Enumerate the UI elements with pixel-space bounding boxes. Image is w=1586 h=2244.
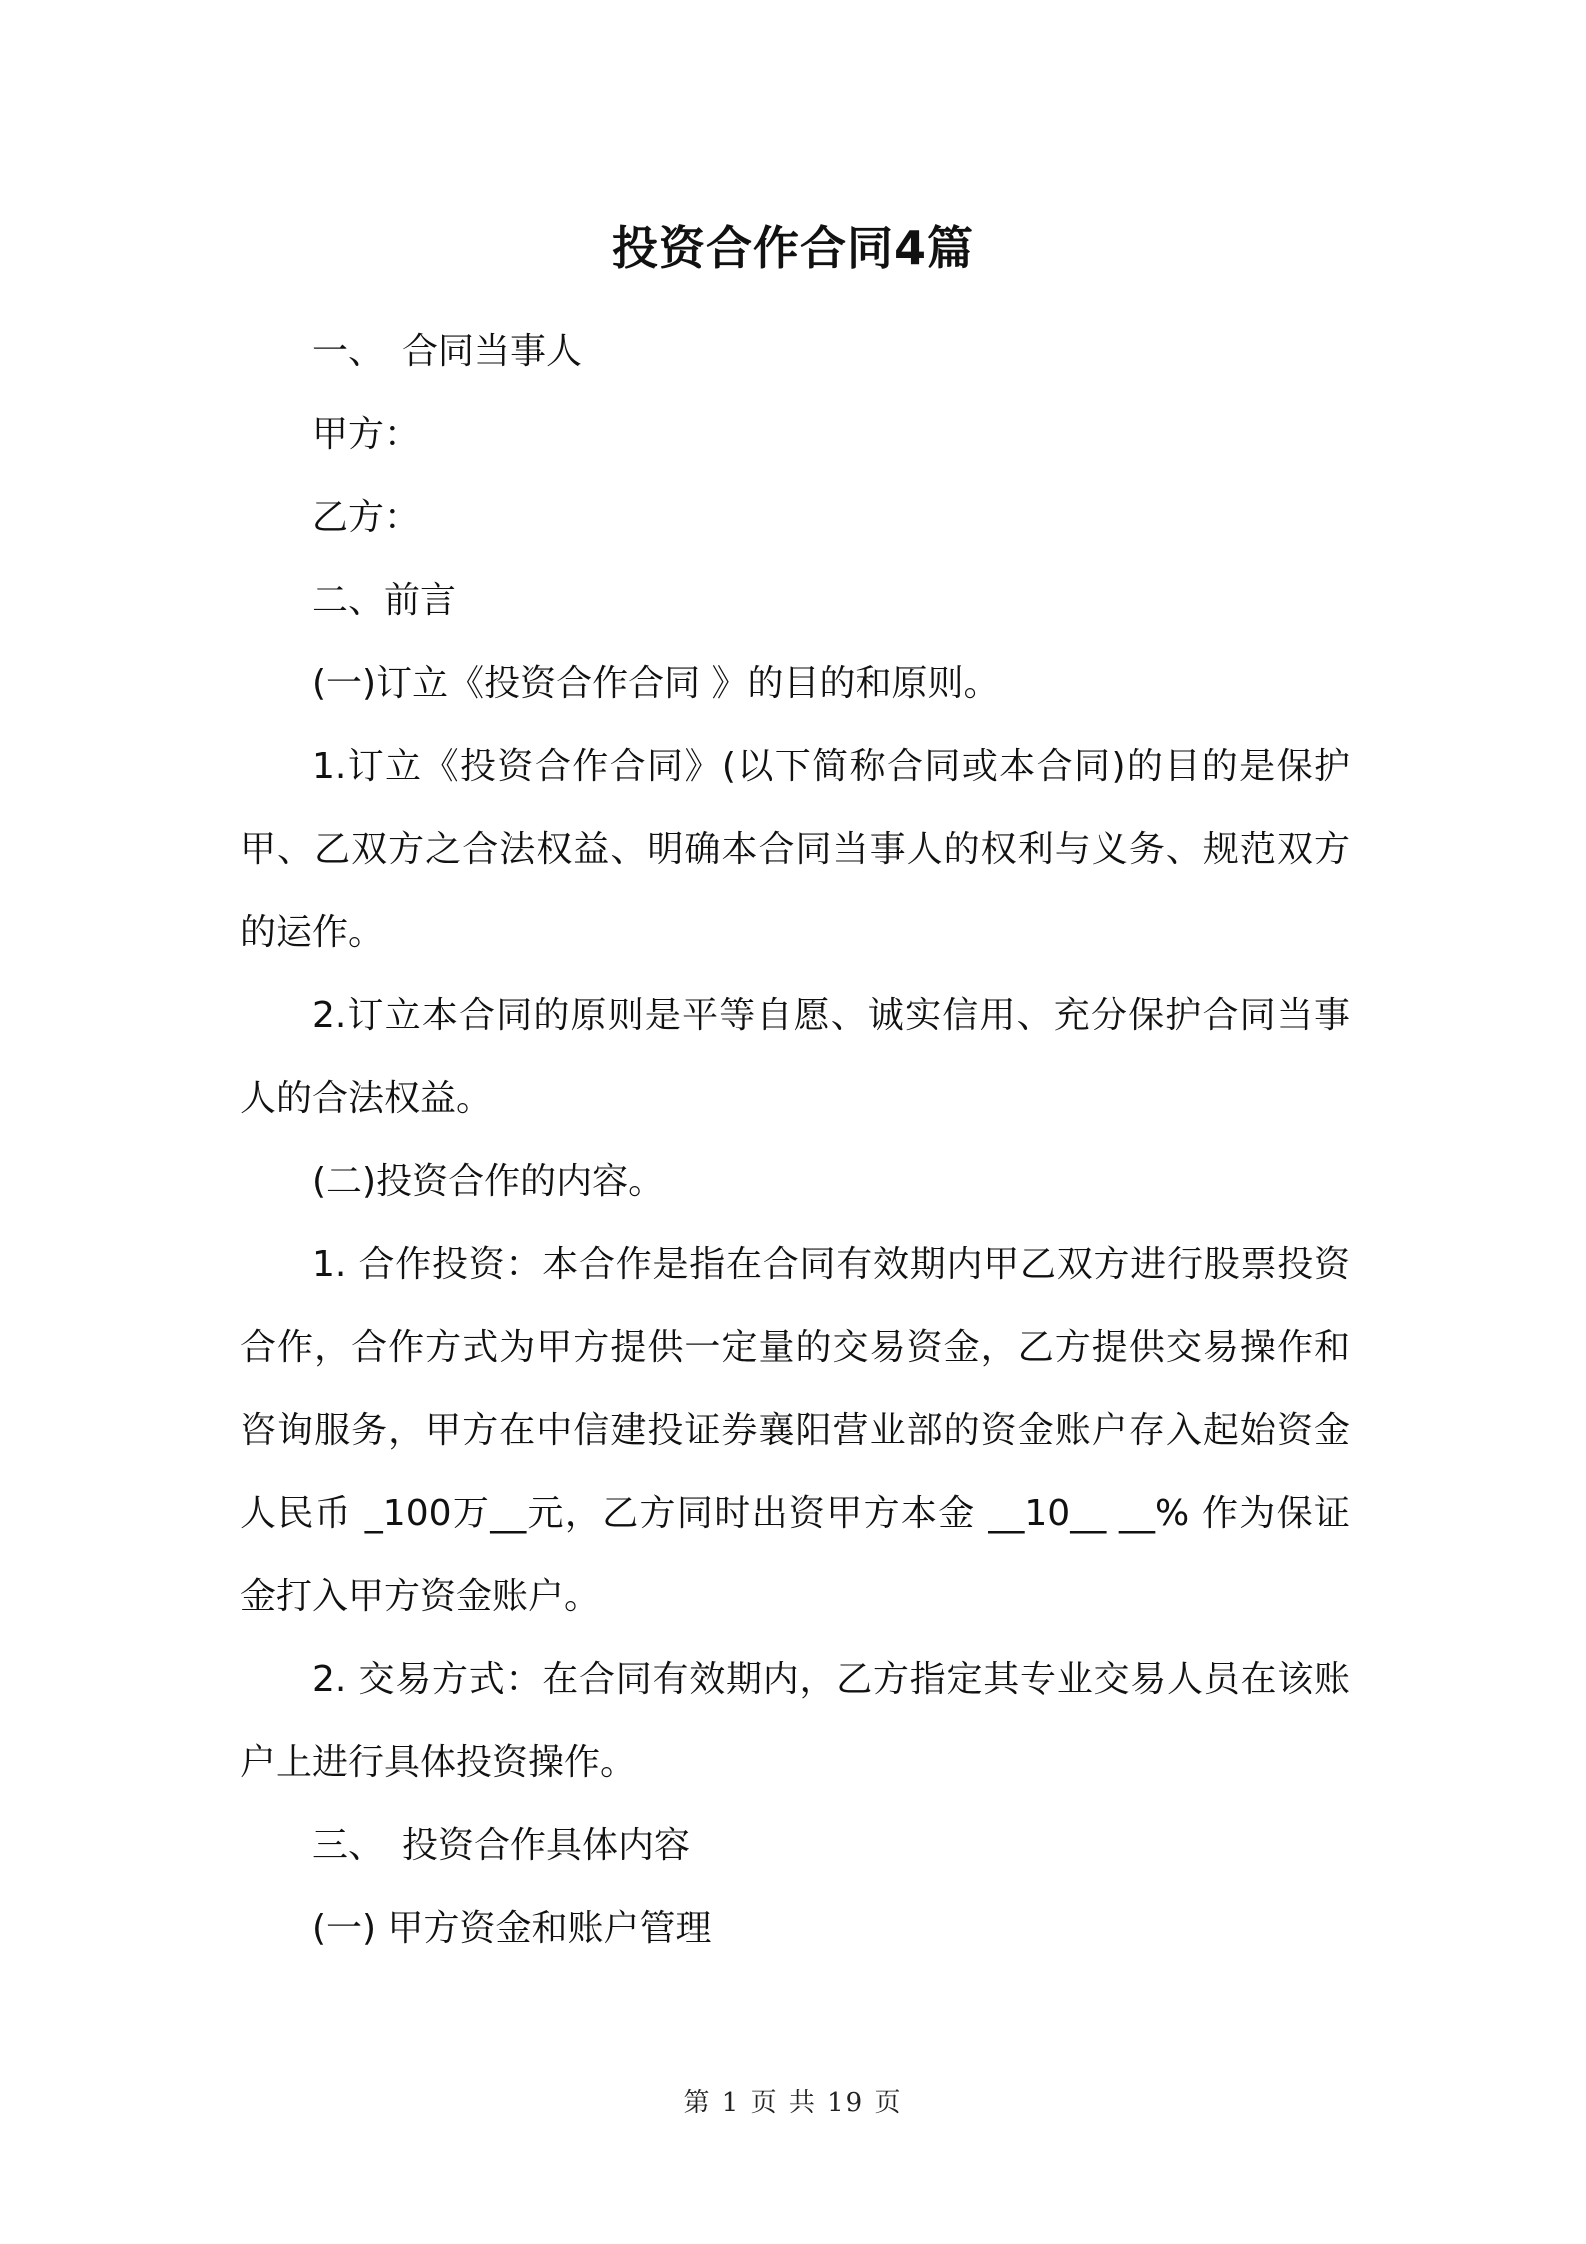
subsection-purpose: (一)订立《投资合作合同 》的目的和原则。	[312, 663, 1000, 704]
subsection-fund-management: (一) 甲方资金和账户管理	[312, 1908, 712, 1949]
page-footer: 第 1 页 共 19 页	[683, 2088, 903, 2118]
party-b-line: 乙方：	[312, 497, 421, 538]
document-body	[240, 310, 1350, 1970]
subsection-content: (二)投资合作的内容。	[312, 1161, 665, 1202]
paragraph-cooperation-investment: 1. 合作投资：本合作是指在合同有效期内甲乙双方进行股票投资合作，合作方式为甲方提供一定量的交易资金，乙方提供交易操作和咨询服务，甲方在中信建投证券襄阳营业部的资金账户存入起始资金人民币 _100万__元，乙方同时出资甲方本金 __10__ __% 作为保证金打入甲方资金账户。	[240, 1244, 1350, 1617]
party-a-line: 甲方：	[312, 414, 421, 455]
section-heading-preface: 二、前言	[312, 580, 457, 621]
paragraph-principle-2: 2.订立本合同的原则是平等自愿、诚实信用、充分保护合同当事人的合法权益。	[240, 995, 1350, 1119]
paragraph-trading-method: 2. 交易方式：在合同有效期内，乙方指定其专业交易人员在该账户上进行具体投资操作。	[240, 1659, 1350, 1783]
paragraph-purpose-1: 1.订立《投资合作合同》(以下简称合同或本合同)的目的是保护甲、乙双方之合法权益、明确本合同当事人的权利与义务、规范双方的运作。	[240, 746, 1350, 953]
section-heading-details: 三、 投资合作具体内容	[312, 1825, 691, 1866]
section-heading-parties: 一、 合同当事人	[312, 331, 583, 372]
document-title: 投资合作合同4篇	[611, 221, 974, 275]
